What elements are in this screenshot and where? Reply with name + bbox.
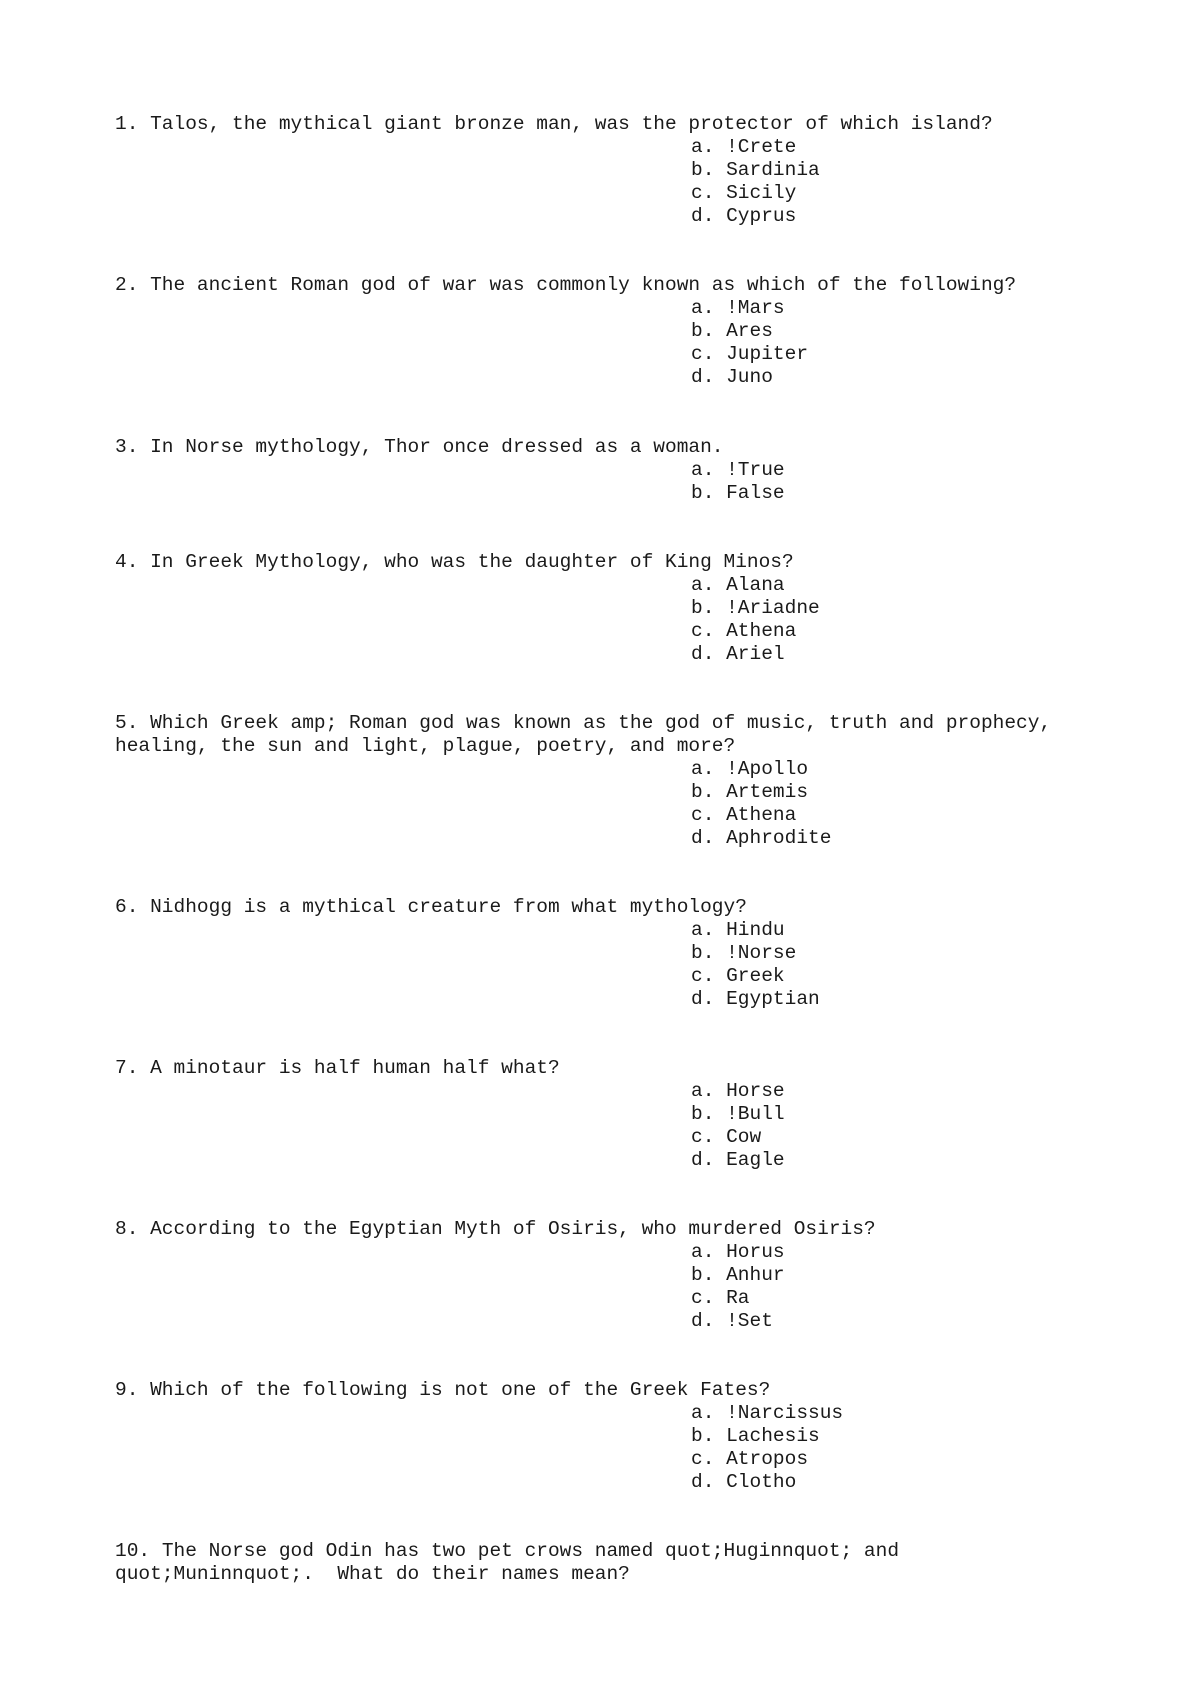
option-9a <box>691 1402 843 1425</box>
option-4d <box>691 643 785 666</box>
option-text: Cyprus <box>726 205 797 227</box>
option-letter: a. <box>691 136 715 158</box>
option-letter: c. <box>691 1287 715 1309</box>
option-text: !Apollo <box>726 758 809 780</box>
question-text: According to the Egyptian Myth of Osiris, who murdered Osiris? <box>150 1218 876 1240</box>
option-letter: d. <box>691 205 715 227</box>
option-7a <box>691 1080 785 1103</box>
option-8d <box>691 1310 773 1333</box>
question-text: Nidhogg is a mythical creature from what mythology? <box>150 896 747 918</box>
option-7d <box>691 1149 785 1172</box>
option-text: !Ariadne <box>726 597 820 619</box>
option-letter: c. <box>691 1448 715 1470</box>
option-text: False <box>726 482 785 504</box>
option-text: !Norse <box>726 942 797 964</box>
option-letter: d. <box>691 1310 715 1332</box>
question-text: Which Greek amp; Roman god was known as the god of music, truth and prophecy, <box>150 712 1052 734</box>
option-1b <box>691 159 820 182</box>
question-number: 6. <box>115 896 139 918</box>
question-number: 2. <box>115 274 139 296</box>
option-text: !Set <box>726 1310 773 1332</box>
option-letter: d. <box>691 643 715 665</box>
question-1 <box>115 113 993 136</box>
option-letter: d. <box>691 366 715 388</box>
option-5c <box>691 804 796 827</box>
question-3 <box>115 436 724 459</box>
option-text: !Crete <box>726 136 797 158</box>
option-text: Sardinia <box>726 159 820 181</box>
option-6a <box>691 919 785 942</box>
option-5a <box>691 758 808 781</box>
option-letter: b. <box>691 1103 715 1125</box>
option-letter: b. <box>691 597 715 619</box>
option-text: Ares <box>726 320 773 342</box>
option-6c <box>691 965 785 988</box>
option-letter: b. <box>691 942 715 964</box>
option-text: Hindu <box>726 919 785 941</box>
option-text: Atropos <box>726 1448 809 1470</box>
option-letter: a. <box>691 574 715 596</box>
option-text: Clotho <box>726 1471 797 1493</box>
question-text: Which of the following is not one of the Greek Fates? <box>150 1379 771 1401</box>
option-text: Egyptian <box>726 988 820 1010</box>
question-2 <box>115 274 1016 297</box>
option-text: Horse <box>726 1080 785 1102</box>
option-text: Athena <box>726 804 797 826</box>
option-9b <box>691 1425 820 1448</box>
option-text: Greek <box>726 965 785 987</box>
option-letter: a. <box>691 1080 715 1102</box>
option-text: Jupiter <box>726 343 809 365</box>
question-number: 9. <box>115 1379 139 1401</box>
question-number: 1. <box>115 113 139 135</box>
option-letter: b. <box>691 781 715 803</box>
option-text: Horus <box>726 1241 785 1263</box>
option-letter: a. <box>691 297 715 319</box>
option-5b <box>691 781 808 804</box>
question-number: 10. <box>115 1540 151 1562</box>
question-text: The Norse god Odin has two pet crows named quot;Huginnquot; and <box>161 1540 900 1562</box>
option-letter: d. <box>691 827 715 849</box>
option-text: Sicily <box>726 182 797 204</box>
option-2d <box>691 366 773 389</box>
option-letter: c. <box>691 182 715 204</box>
question-5-continued <box>115 735 735 758</box>
option-letter: a. <box>691 1241 715 1263</box>
option-text: Athena <box>726 620 797 642</box>
option-4c <box>691 620 796 643</box>
option-text: !True <box>726 459 785 481</box>
question-text: quot;Muninnquot;. What do their names mean? <box>115 1563 630 1585</box>
question-5 <box>115 712 1051 735</box>
option-9c <box>691 1448 808 1471</box>
option-4a <box>691 574 785 597</box>
option-letter: a. <box>691 1402 715 1424</box>
option-6d <box>691 988 820 1011</box>
question-text: In Greek Mythology, who was the daughter of King Minos? <box>150 551 794 573</box>
option-letter: c. <box>691 620 715 642</box>
option-text: Aphrodite <box>726 827 832 849</box>
question-7 <box>115 1057 560 1080</box>
option-7b <box>691 1103 785 1126</box>
option-letter: a. <box>691 459 715 481</box>
option-letter: c. <box>691 965 715 987</box>
question-10-continued <box>115 1563 630 1586</box>
question-number: 4. <box>115 551 139 573</box>
question-4 <box>115 551 794 574</box>
option-text: Cow <box>726 1126 762 1148</box>
option-letter: a. <box>691 758 715 780</box>
option-text: Anhur <box>726 1264 785 1286</box>
option-text: !Mars <box>726 297 785 319</box>
question-number: 7. <box>115 1057 139 1079</box>
option-8c <box>691 1287 750 1310</box>
option-8a <box>691 1241 785 1264</box>
question-6 <box>115 896 747 919</box>
question-number: 3. <box>115 436 139 458</box>
option-2c <box>691 343 808 366</box>
option-letter: b. <box>691 159 715 181</box>
option-letter: d. <box>691 1149 715 1171</box>
option-letter: c. <box>691 343 715 365</box>
question-text: Talos, the mythical giant bronze man, was the protector of which island? <box>150 113 993 135</box>
question-text: In Norse mythology, Thor once dressed as a woman. <box>150 436 724 458</box>
question-text: healing, the sun and light, plague, poetry, and more? <box>115 735 736 757</box>
option-letter: b. <box>691 320 715 342</box>
option-1a <box>691 136 796 159</box>
option-letter: c. <box>691 1126 715 1148</box>
option-text: Ra <box>726 1287 750 1309</box>
question-8 <box>115 1218 876 1241</box>
question-number: 8. <box>115 1218 139 1240</box>
option-letter: b. <box>691 482 715 504</box>
option-8b <box>691 1264 785 1287</box>
option-1d <box>691 205 796 228</box>
option-4b <box>691 597 820 620</box>
option-text: !Narcissus <box>726 1402 844 1424</box>
option-letter: d. <box>691 988 715 1010</box>
option-letter: c. <box>691 804 715 826</box>
question-9 <box>115 1379 770 1402</box>
option-5d <box>691 827 831 850</box>
option-letter: d. <box>691 1471 715 1493</box>
option-9d <box>691 1471 796 1494</box>
option-text: Eagle <box>726 1149 785 1171</box>
option-letter: a. <box>691 919 715 941</box>
option-text: Alana <box>726 574 785 596</box>
question-text: A minotaur is half human half what? <box>150 1057 560 1079</box>
option-text: !Bull <box>726 1103 785 1125</box>
option-3a <box>691 459 785 482</box>
option-text: Lachesis <box>726 1425 820 1447</box>
option-letter: b. <box>691 1425 715 1447</box>
option-1c <box>691 182 796 205</box>
option-text: Ariel <box>726 643 785 665</box>
option-text: Juno <box>726 366 773 388</box>
question-text: The ancient Roman god of war was commonly known as which of the following? <box>150 274 1017 296</box>
question-number: 5. <box>115 712 139 734</box>
option-text: Artemis <box>726 781 809 803</box>
option-7c <box>691 1126 761 1149</box>
option-2a <box>691 297 785 320</box>
question-10 <box>115 1540 899 1563</box>
option-letter: b. <box>691 1264 715 1286</box>
option-3b <box>691 482 785 505</box>
option-2b <box>691 320 773 343</box>
option-6b <box>691 942 796 965</box>
